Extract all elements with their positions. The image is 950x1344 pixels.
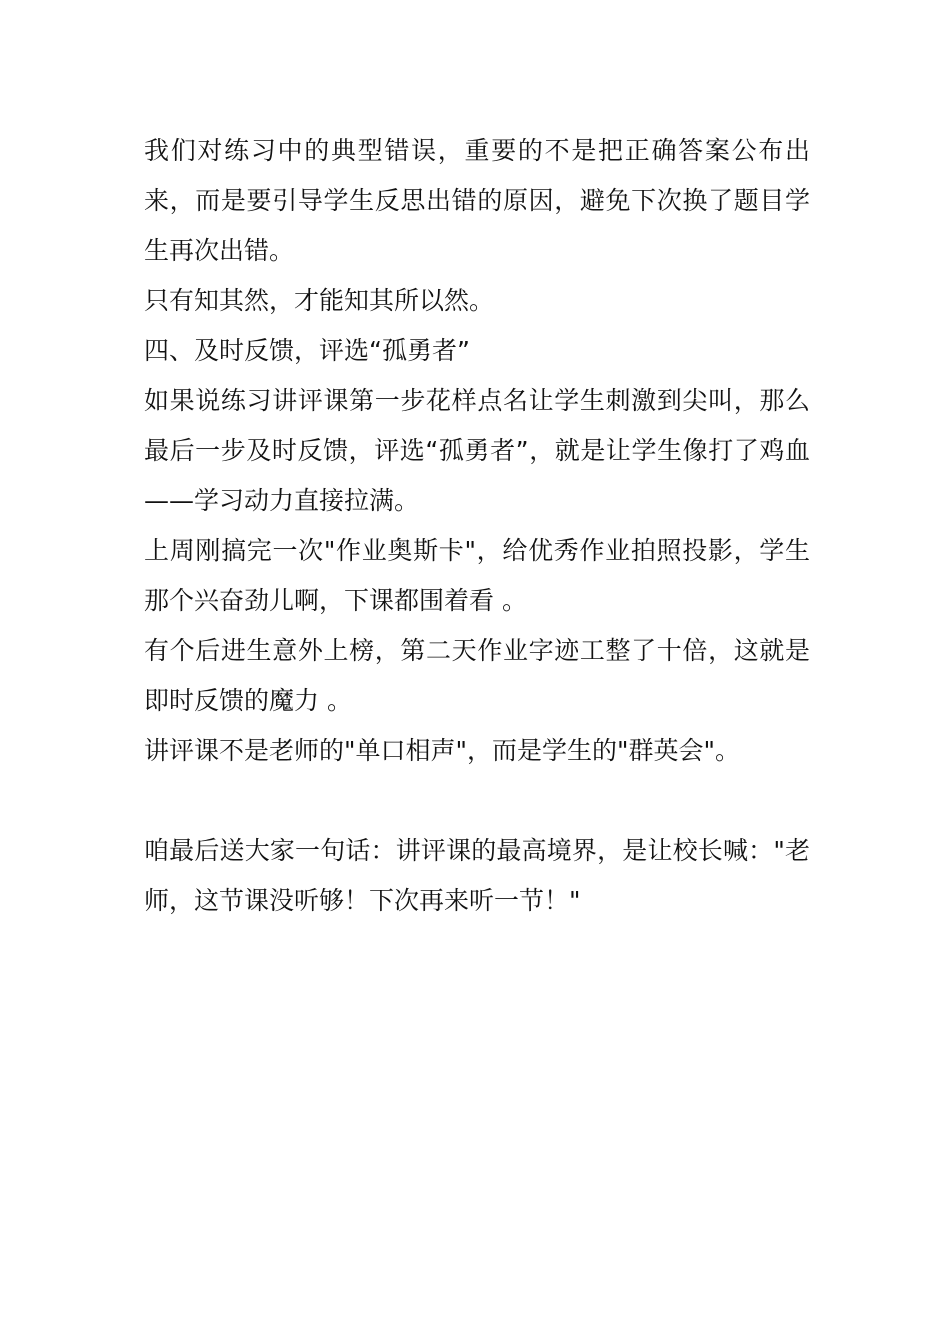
paragraph-group-meeting: 讲评课不是老师的"单口相声"，而是学生的"群英会"。 [144,736,740,765]
section-heading-feedback: 四、及时反馈，评选“孤勇者” [144,336,470,365]
paragraph-struggling-student: 有个后进生意外上榜，第二天作业字迹工整了十倍，这就是即时反馈的魔力 。 [144,636,810,715]
paragraph-feedback-intro: 如果说练习讲评课第一步花样点名让学生刺激到尖叫，那么最后一步及时反馈，评选“孤勇者”，就是让学生像打了鸡血——学习动力直接拉满。 [144,386,810,515]
paragraph-spacer [144,776,810,826]
paragraph-closing-quote: 咱最后送大家一句话：讲评课的最高境界，是让校长喊："老师，这节课没听够！下次再来听一节！" [144,836,810,915]
paragraph-homework-oscar: 上周刚搞完一次"作业奥斯卡"，给优秀作业拍照投影，学生那个兴奋劲儿啊，下课都围着看 。 [144,536,810,615]
paragraph-typical-errors: 我们对练习中的典型错误，重要的不是把正确答案公布出来，而是要引导学生反思出错的原因，避免下次换了题目学生再次出错。 [144,136,810,265]
document-body [144,126,810,926]
paragraph-know-why: 只有知其然，才能知其所以然。 [144,286,495,315]
